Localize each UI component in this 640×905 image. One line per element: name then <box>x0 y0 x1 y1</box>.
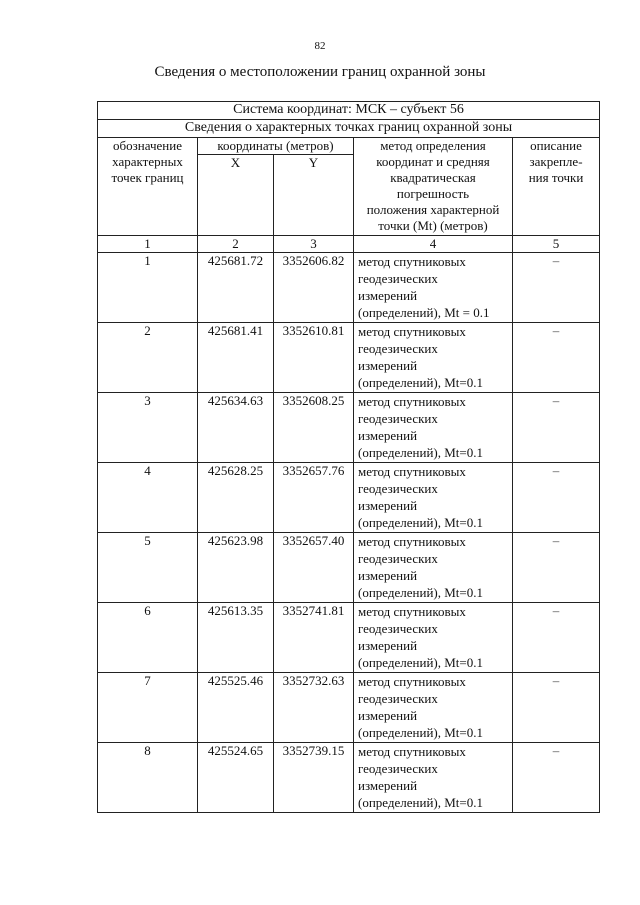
header-line: описание <box>530 138 582 153</box>
x-coordinate-cell: 425623.98 <box>198 533 274 603</box>
point-id-cell: 2 <box>98 323 198 393</box>
header-description <box>513 138 600 236</box>
x-coordinate-cell: 425525.46 <box>198 673 274 743</box>
method-line: (определений), Mt = 0.1 <box>358 305 490 320</box>
table-row <box>98 463 600 533</box>
method-cell <box>354 393 513 463</box>
point-id-cell: 6 <box>98 603 198 673</box>
method-line: метод спутниковых <box>358 254 466 269</box>
method-line: метод спутниковых <box>358 744 466 759</box>
method-cell <box>354 323 513 393</box>
x-coordinate-cell: 425524.65 <box>198 743 274 813</box>
x-coordinate-cell: 425681.41 <box>198 323 274 393</box>
column-number: 1 <box>98 236 198 253</box>
method-line: геодезических <box>358 691 438 706</box>
header-line: обозначение <box>113 138 182 153</box>
description-cell: – <box>513 323 600 393</box>
header-line: закрепле- <box>529 154 583 169</box>
method-line: геодезических <box>358 621 438 636</box>
method-line: измерений <box>358 498 418 513</box>
method-line: измерений <box>358 778 418 793</box>
method-cell <box>354 603 513 673</box>
table-row <box>98 253 600 323</box>
table-row <box>98 743 600 813</box>
y-coordinate-cell: 3352732.63 <box>274 673 354 743</box>
method-cell <box>354 743 513 813</box>
description-cell: – <box>513 253 600 323</box>
table-caption: Сведения о характерных точках границ охранной зоны <box>98 120 600 138</box>
method-line: метод спутниковых <box>358 464 466 479</box>
header-method <box>354 138 513 236</box>
method-line: метод спутниковых <box>358 534 466 549</box>
column-number: 3 <box>274 236 354 253</box>
y-coordinate-cell: 3352610.81 <box>274 323 354 393</box>
x-coordinate-cell: 425613.35 <box>198 603 274 673</box>
header-coordinates: координаты (метров) <box>198 138 354 155</box>
header-line: координат и средняя <box>376 154 490 169</box>
method-line: измерений <box>358 568 418 583</box>
method-line: (определений), Mt=0.1 <box>358 795 483 810</box>
method-line: геодезических <box>358 481 438 496</box>
header-line: погрешность <box>396 186 470 201</box>
method-line: (определений), Mt=0.1 <box>358 725 483 740</box>
method-line: измерений <box>358 288 418 303</box>
method-line: геодезических <box>358 411 438 426</box>
method-line: метод спутниковых <box>358 604 466 619</box>
method-line: (определений), Mt=0.1 <box>358 515 483 530</box>
method-cell <box>354 533 513 603</box>
header-line: положения характерной <box>366 202 500 217</box>
point-id-cell: 8 <box>98 743 198 813</box>
description-cell: – <box>513 743 600 813</box>
x-coordinate-cell: 425634.63 <box>198 393 274 463</box>
x-coordinate-cell: 425628.25 <box>198 463 274 533</box>
point-id-cell: 1 <box>98 253 198 323</box>
document-title: Сведения о местоположении границ охранной зоны <box>154 64 486 80</box>
method-line: (определений), Mt=0.1 <box>358 445 483 460</box>
description-cell: – <box>513 673 600 743</box>
header-line: квадратическая <box>390 170 476 185</box>
point-id-cell: 4 <box>98 463 198 533</box>
method-line: измерений <box>358 638 418 653</box>
table-row <box>98 603 600 673</box>
y-coordinate-cell: 3352657.76 <box>274 463 354 533</box>
point-id-cell: 3 <box>98 393 198 463</box>
method-cell <box>354 463 513 533</box>
header-line: точки (Mt) (метров) <box>378 218 488 233</box>
y-coordinate-cell: 3352606.82 <box>274 253 354 323</box>
header-point-designation <box>98 138 198 236</box>
column-number: 2 <box>198 236 274 253</box>
method-line: измерений <box>358 428 418 443</box>
y-coordinate-cell: 3352657.40 <box>274 533 354 603</box>
method-line: (определений), Mt=0.1 <box>358 375 483 390</box>
method-line: (определений), Mt=0.1 <box>358 655 483 670</box>
table-row <box>98 323 600 393</box>
point-id-cell: 5 <box>98 533 198 603</box>
description-cell: – <box>513 393 600 463</box>
method-line: метод спутниковых <box>358 324 466 339</box>
method-line: измерений <box>358 358 418 373</box>
description-cell: – <box>513 463 600 533</box>
point-id-cell: 7 <box>98 673 198 743</box>
method-cell <box>354 673 513 743</box>
method-line: геодезических <box>358 271 438 286</box>
method-cell <box>354 253 513 323</box>
table-row <box>98 393 600 463</box>
description-cell: – <box>513 603 600 673</box>
header-line: характерных <box>112 154 183 169</box>
method-line: метод спутниковых <box>358 674 466 689</box>
method-line: метод спутниковых <box>358 394 466 409</box>
header-line: ния точки <box>528 170 584 185</box>
method-line: геодезических <box>358 761 438 776</box>
method-line: измерений <box>358 708 418 723</box>
y-coordinate-cell: 3352739.15 <box>274 743 354 813</box>
column-number: 4 <box>354 236 513 253</box>
header-line: точек границ <box>111 170 184 185</box>
header-x: X <box>198 155 274 236</box>
header-y: Y <box>274 155 354 236</box>
boundary-points-table <box>97 101 600 813</box>
column-number-row <box>98 236 600 253</box>
column-number: 5 <box>513 236 600 253</box>
page-number: 82 <box>314 40 326 52</box>
header-line: метод определения <box>380 138 486 153</box>
table-row <box>98 673 600 743</box>
x-coordinate-cell: 425681.72 <box>198 253 274 323</box>
description-cell: – <box>513 533 600 603</box>
table-row <box>98 533 600 603</box>
y-coordinate-cell: 3352608.25 <box>274 393 354 463</box>
y-coordinate-cell: 3352741.81 <box>274 603 354 673</box>
method-line: геодезических <box>358 551 438 566</box>
method-line: геодезических <box>358 341 438 356</box>
coordinate-system-header: Система координат: МСК – субъект 56 <box>98 102 600 120</box>
method-line: (определений), Mt=0.1 <box>358 585 483 600</box>
